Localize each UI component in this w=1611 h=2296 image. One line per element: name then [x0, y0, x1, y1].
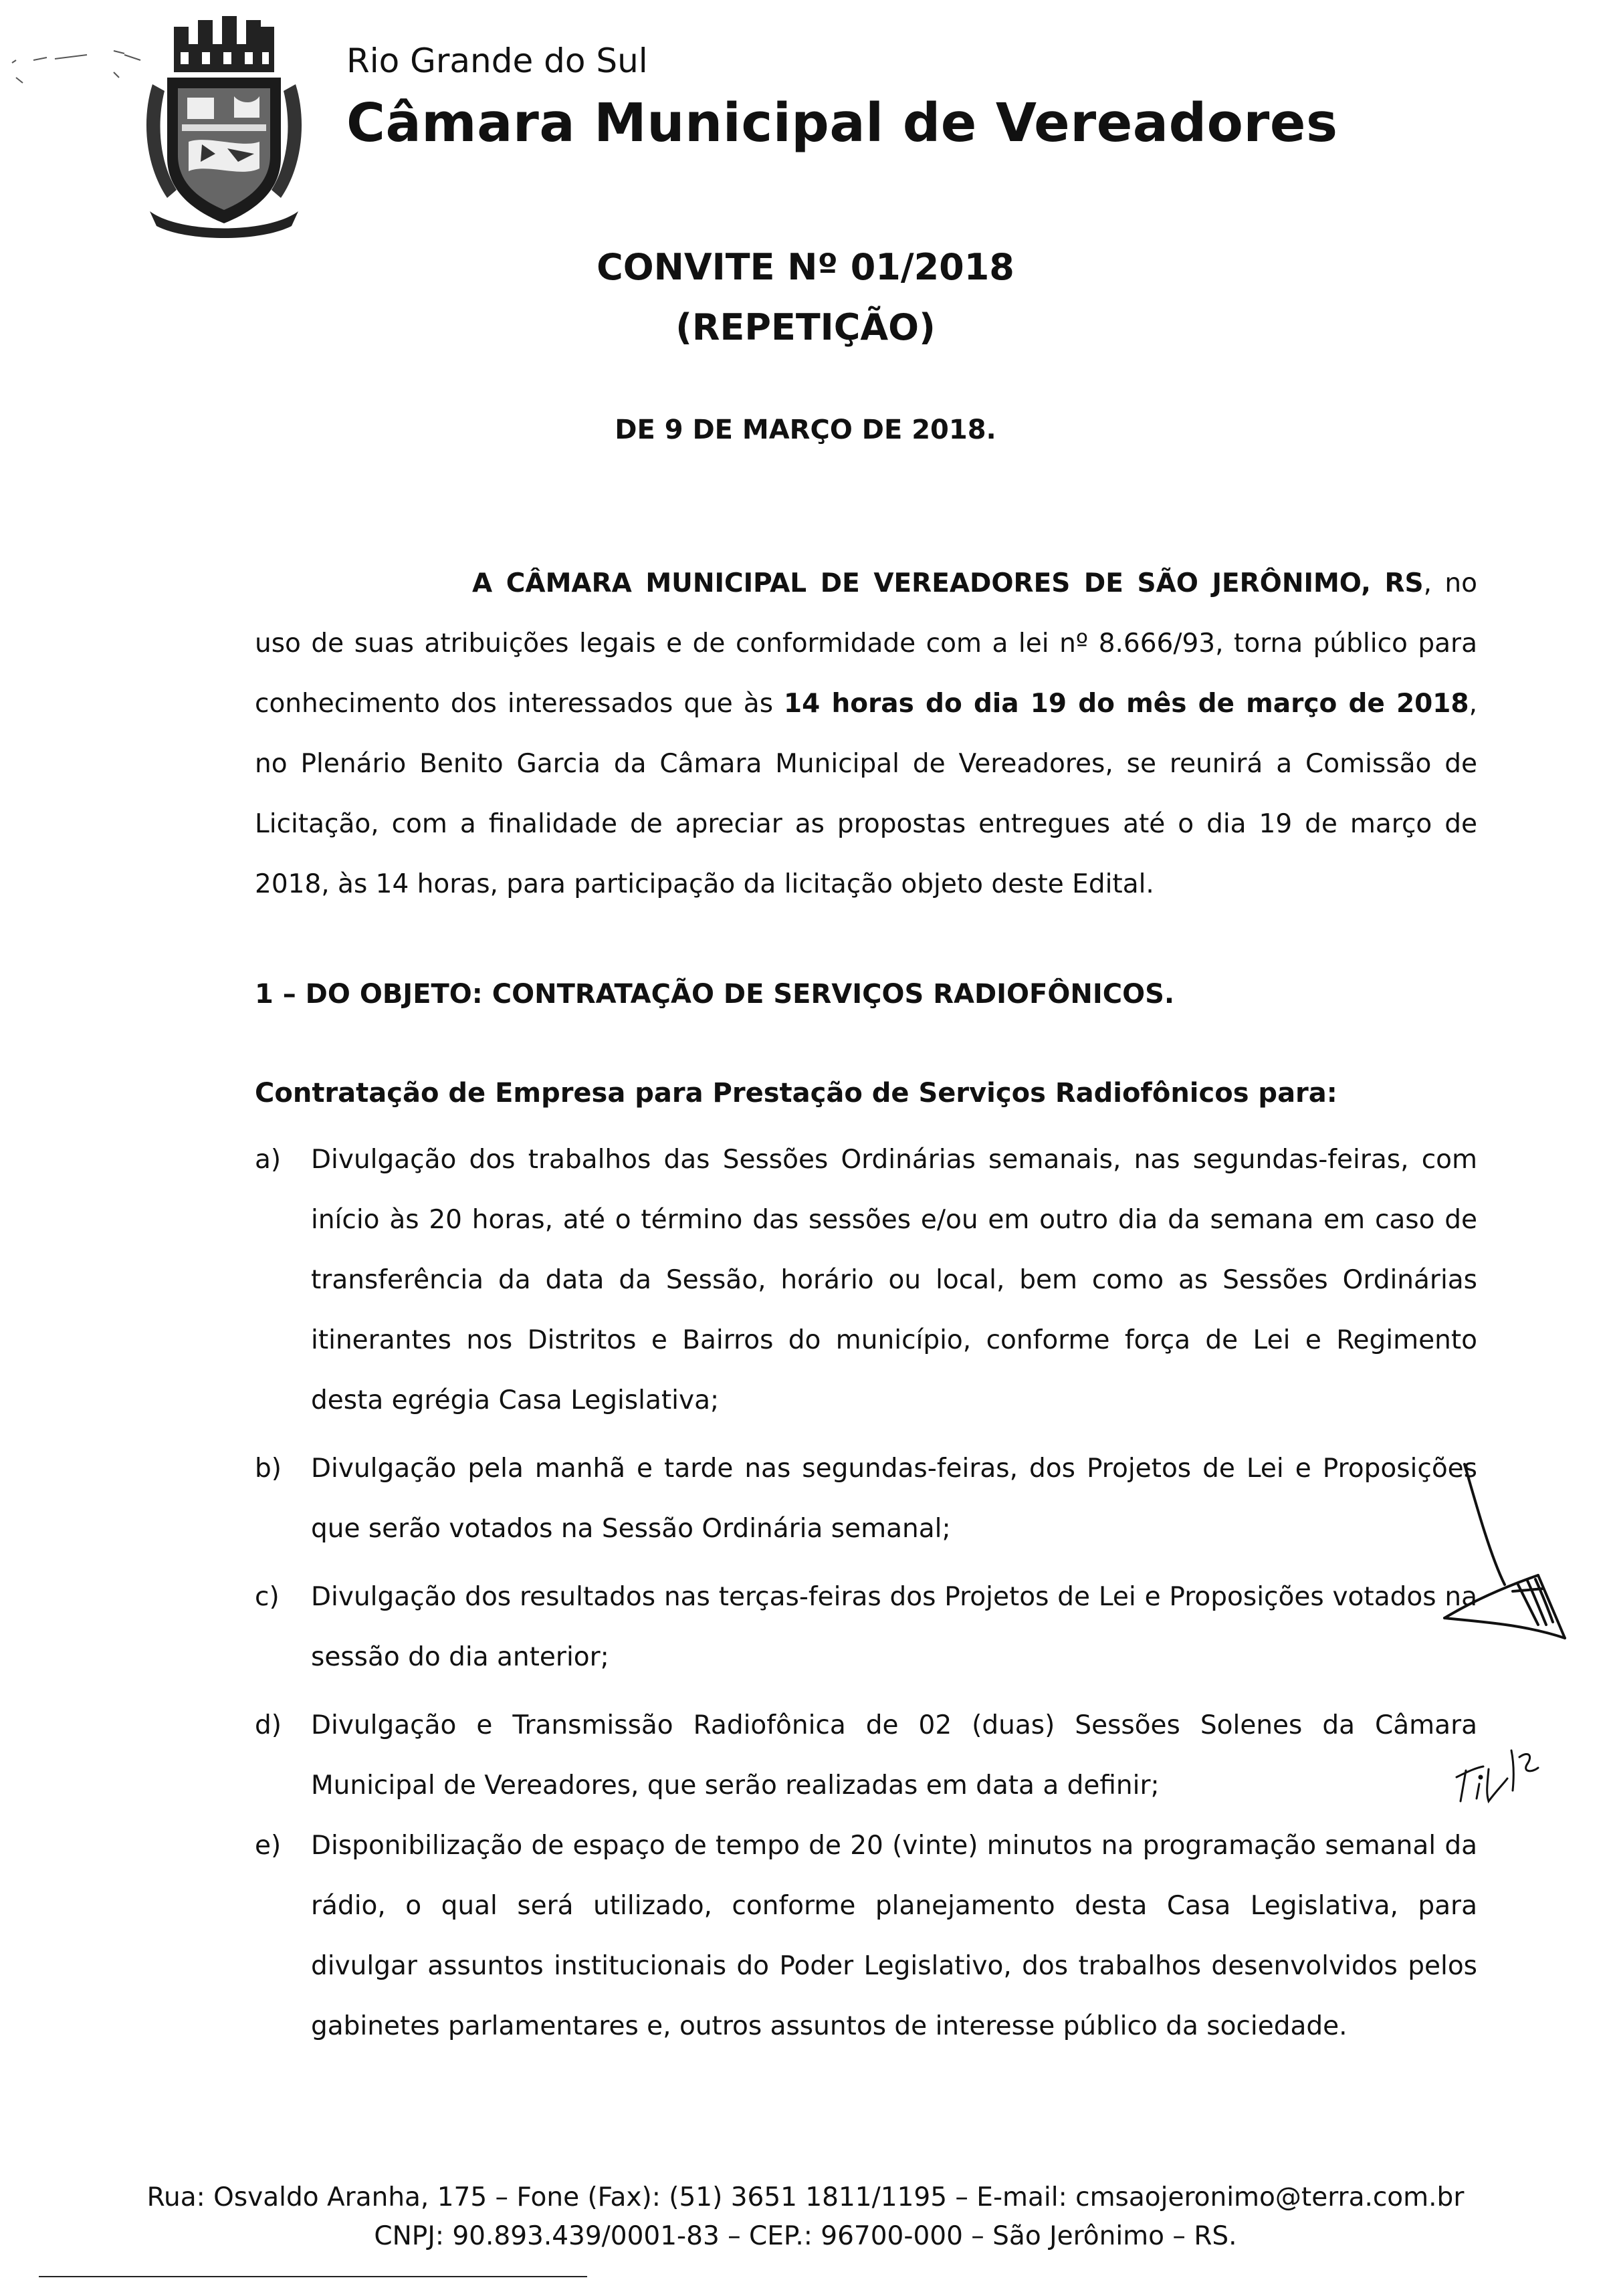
list-item-text: Divulgação e Transmissão Radiofônica de 02 (duas) Sessões Solenes da Câmara Municipal de Vereadores, que serão realizadas em data a definir;	[311, 1710, 1477, 1801]
list-item-text: Divulgação dos trabalhos das Sessões Ordinárias semanais, nas segundas-feiras, com início às 20 horas, até o término das sessões e/ou em outro dia da semana em caso de transferência da data da Sessão, horário ou local, bem como as Sessões Ordinárias itinerantes nos Distritos e Bairros do município, conforme força de Lei e Regimento desta egrégia Casa Legislativa;	[311, 1145, 1477, 1415]
list-item-letter: e)	[255, 1831, 282, 1861]
intro-text-part1: , no uso de suas atribuições legais e de conformidade com a lei nº 8.666/93, torna público para conhecimento dos interessados que às	[255, 568, 1478, 719]
intro-bold-datetime: 14 horas do dia 19 do mês de março de 2018	[784, 689, 1469, 719]
state-name: Rio Grande do Sul	[346, 41, 648, 80]
list-item-letter: c)	[255, 1582, 280, 1612]
list-item	[255, 1439, 1477, 1559]
organization-name: Câmara Municipal de Vereadores	[346, 92, 1338, 154]
scan-artifact-icon	[7, 40, 160, 100]
municipal-coat-of-arms-icon	[140, 11, 308, 238]
list-item-text: Divulgação pela manhã e tarde nas segundas-feiras, dos Projetos de Lei e Proposições que serão votados na Sessão Ordinária semanal;	[311, 1454, 1477, 1544]
invitation-repetition: (REPETIÇÃO)	[675, 306, 936, 348]
footer-divider	[39, 2276, 587, 2277]
handwritten-signature-icon	[1438, 1458, 1572, 1645]
list-item-letter: b)	[255, 1454, 282, 1484]
invitation-date: DE 9 DE MARÇO DE 2018.	[615, 415, 996, 445]
object-items-list	[255, 1130, 1477, 2057]
list-item-text: Divulgação dos resultados nas terças-feiras dos Projetos de Lei e Proposições votados na sessão do dia anterior;	[311, 1582, 1477, 1672]
list-item-letter: a)	[255, 1145, 282, 1175]
intro-text-part2: , no Plenário Benito Garcia da Câmara Municipal de Vereadores, se reunirá a Comissão de Licitação, com a finalidade de apreciar as propostas entregues até o dia 19 de março de 2018, às 14 horas, para participação da licitação objeto deste Edital.	[255, 689, 1477, 899]
list-item-letter: d)	[255, 1710, 282, 1740]
list-item	[255, 1567, 1477, 1688]
section-heading: 1 – DO OBJETO: CONTRATAÇÃO DE SERVIÇOS RADIOFÔNICOS.	[255, 979, 1175, 1010]
intro-bold-lead: A CÂMARA MUNICIPAL DE VEREADORES DE SÃO JERÔNIMO, RS	[472, 568, 1424, 598]
footer-address: Rua: Osvaldo Aranha, 175 – Fone (Fax): (51) 3651 1811/1195 – E-mail: cmsaojeronimo@terra.com.br	[146, 2182, 1465, 2212]
section-subheading: Contratação de Empresa para Prestação de Serviços Radiofônicos para:	[255, 1078, 1337, 1109]
document-header	[0, 0, 1611, 267]
invitation-number: CONVITE Nº 01/2018	[597, 246, 1014, 288]
handwritten-initials-icon	[1450, 1737, 1543, 1811]
list-item	[255, 1696, 1477, 1816]
intro-paragraph	[255, 554, 1477, 915]
footer-registration: CNPJ: 90.893.439/0001-83 – CEP.: 96700-000 – São Jerônimo – RS.	[374, 2221, 1237, 2251]
list-item	[255, 1816, 1477, 2057]
list-item-text: Disponibilização de espaço de tempo de 20 (vinte) minutos na programação semanal da rádio, o qual será utilizado, conforme planejamento desta Casa Legislativa, para divulgar assuntos institucionais do Poder Legislativo, dos trabalhos desenvolvidos pelos gabinetes parlamentares e, outros assuntos de interesse público da sociedade.	[311, 1831, 1477, 2041]
list-item	[255, 1130, 1477, 1431]
